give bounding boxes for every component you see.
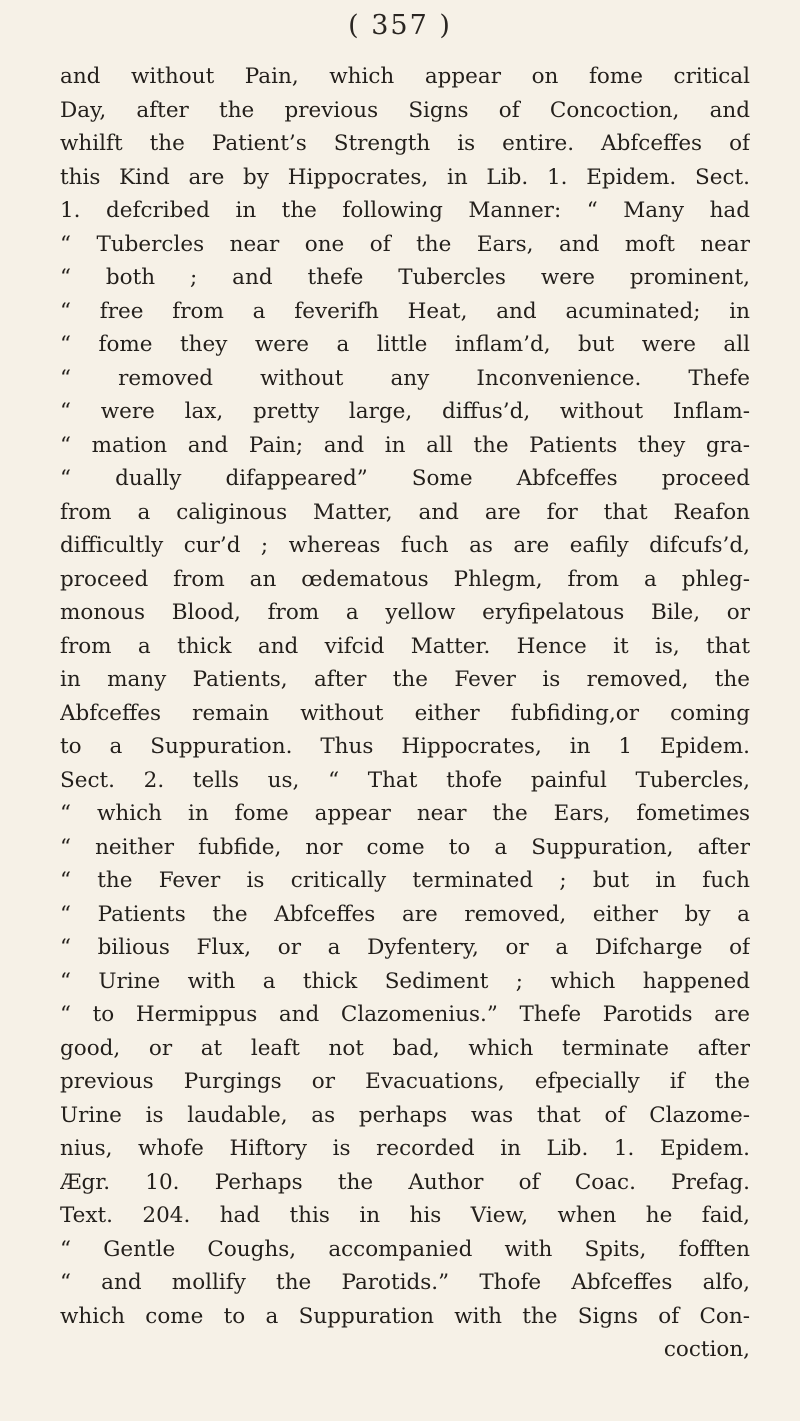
text-line: monous Blood, from a yellow eryfipelatous Bile, or — [60, 600, 750, 625]
text-line: proceed from an œdematous Phlegm, from a phleg- — [60, 566, 750, 592]
body-text — [60, 60, 750, 1367]
text-line: and without Pain, which appear on fome critical — [60, 64, 750, 89]
text-line: “ Tubercles near one of the Ears, and moft near — [60, 231, 750, 257]
text-line: “ mation and Pain; and in all the Patients they gra- — [60, 432, 750, 458]
text-line: in many Patients, after the Fever is removed, the — [60, 667, 750, 692]
text-line: previous Purgings or Evacuations, efpecially if the — [60, 1069, 750, 1094]
text-line: to a Suppuration. Thus Hippocrates, in 1 Epidem. — [60, 734, 750, 759]
text-line: good, or at leaft not bad, which terminate after — [60, 1035, 750, 1061]
text-line: which come to a Suppuration with the Signs of Con- — [60, 1303, 750, 1329]
text-line: Ægr. 10. Perhaps the Author of Coac. Prefag. — [60, 1169, 750, 1195]
text-line: from a caliginous Matter, and are for that Reafon — [60, 499, 750, 525]
page-number: ( 357 ) — [348, 10, 452, 41]
text-line: “ free from a feverifh Heat, and acuminated; in — [60, 298, 750, 324]
text-line: “ both ; and thefe Tubercles were prominent, — [60, 265, 750, 290]
text-line: whilft the Patient’s Strength is entire. Abfceffes of — [60, 131, 750, 156]
text-line: “ dually difappeared” Some Abfceffes proceed — [60, 466, 750, 491]
text-line: “ Patients the Abfceffes are removed, either by a — [60, 901, 750, 927]
text-line: “ neither fubfide, nor come to a Suppuration, after — [60, 834, 750, 860]
text-line: “ the Fever is critically terminated ; but in fuch — [60, 868, 750, 893]
text-line: nius, whofe Hiftory is recorded in Lib. 1. Epidem. — [60, 1136, 750, 1161]
text-line-catchword: coction, — [663, 1337, 750, 1362]
text-line: Text. 204. had this in his View, when he faid, — [60, 1203, 750, 1228]
text-line: “ removed without any Inconvenience. Thefe — [60, 365, 750, 391]
text-line: 1. defcribed in the following Manner: “ Many had — [60, 198, 750, 223]
text-line: Sect. 2. tells us, “ That thofe painful Tubercles, — [60, 767, 750, 793]
text-line: Day, after the previous Signs of Concoction, and — [60, 97, 750, 123]
text-line: “ Urine with a thick Sediment ; which happened — [60, 968, 750, 994]
text-line: from a thick and vifcid Matter. Hence it is, that — [60, 633, 750, 659]
text-line: Urine is laudable, as perhaps was that of Clazome- — [60, 1102, 750, 1128]
text-line: Abfceffes remain without either fubfiding,or coming — [60, 700, 750, 726]
text-line: “ bilious Flux, or a Dyfentery, or a Difcharge of — [60, 935, 750, 960]
text-line: “ fome they were a little inflam’d, but were all — [60, 332, 750, 357]
text-line: “ which in fome appear near the Ears, fometimes — [60, 801, 750, 826]
text-line: “ and mollify the Parotids.” Thofe Abfceffes alfo, — [60, 1270, 750, 1295]
text-line: difficultly cur’d ; whereas fuch as are eafily difcufs’d, — [60, 533, 750, 558]
text-line: “ Gentle Coughs, accompanied with Spits, fofften — [60, 1236, 750, 1262]
text-line: “ to Hermippus and Clazomenius.” Thefe Parotids are — [60, 1002, 750, 1027]
text-line: this Kind are by Hippocrates, in Lib. 1. Epidem. Sect. — [60, 164, 750, 190]
text-line: “ were lax, pretty large, diffus’d, without Inflam- — [60, 399, 750, 424]
